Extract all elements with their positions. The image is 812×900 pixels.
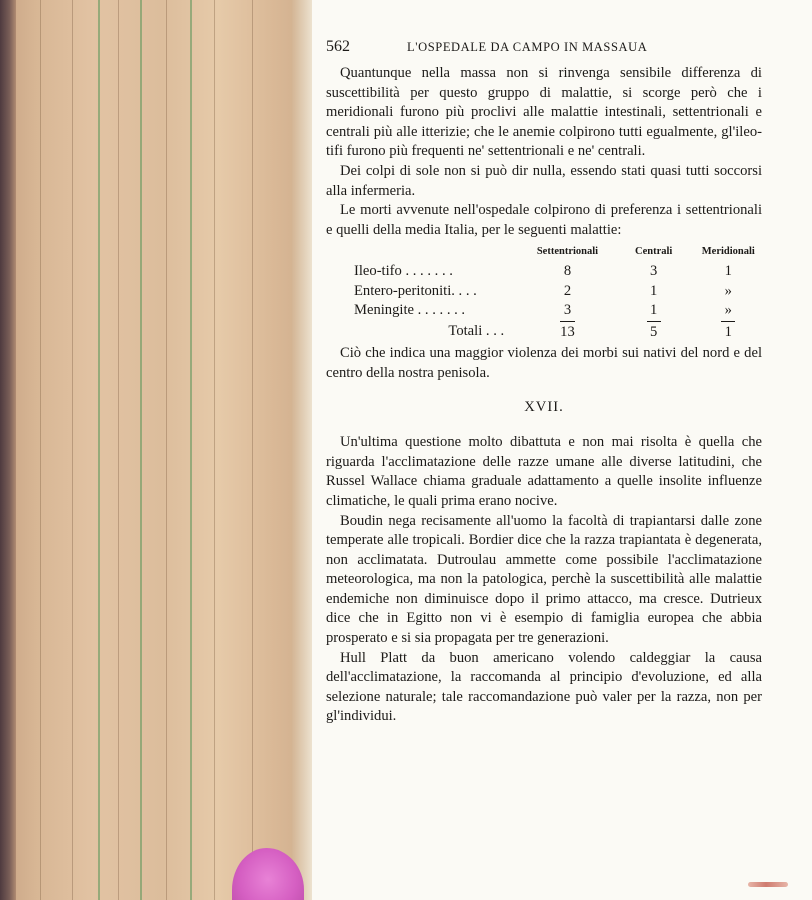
page-number: 562 — [326, 38, 350, 55]
running-head: L'OSPEDALE DA CAMPO IN MASSAUA — [407, 40, 648, 54]
table-cell: 1 — [650, 302, 658, 319]
section-heading: XVII. — [524, 398, 564, 415]
paragraph: Dei colpi di sole non si può dir nulla, essendo stati quasi tutti soccorsi alla infermeria. — [326, 162, 762, 199]
page-edge-line — [214, 0, 215, 900]
page-edge-line — [166, 0, 167, 900]
row-label: Ileo-tifo . . . . . . . — [354, 263, 453, 280]
paragraph: Ciò che indica una maggior violenza dei morbi sui nativi del nord e del centro della nostra penisola. — [326, 345, 762, 381]
table-cell: 8 — [563, 263, 572, 280]
paragraph: Boudin nega recisamente all'uomo la facoltà di trapiantarsi dalle zone temperate alle tropicali. Bordier dice che la razza trapiantata è degenerata, non acclimatata. Dutroulau ammette come possibile l'acclimatazione meteorologica, ma non la patologica, perchè la suscettibilità alle malattie endemiche non diminuisce dopo il primo attacco, ma cresce. Dutrieux dice che in Egitto non vi è esempio di famiglia europea che abbia prosperato e si sia propagata per tre generazioni. — [326, 512, 762, 647]
page-text — [326, 64, 762, 727]
total-cell — [695, 321, 762, 343]
table-row — [354, 301, 762, 321]
total-value: 13 — [560, 321, 575, 343]
table-header-row — [354, 246, 762, 262]
total-cell — [613, 321, 695, 343]
page-edge-line — [118, 0, 119, 900]
row-label: Meningite . . . . . . . — [354, 302, 466, 319]
total-cell — [522, 321, 613, 343]
total-value: 5 — [647, 321, 661, 343]
paragraph: Un'ultima questione molto dibattuta e non mai risolta è quella che riguarda l'acclimatazione delle razze umane alle diverse latitudini, che Russel Wallace chiama graduale adattamento a quelle insolite influenze climatiche, le quali prima erano nocive. — [326, 434, 762, 509]
table-header-blank — [354, 246, 522, 262]
table-row — [354, 262, 762, 282]
library-stamp-mark — [748, 882, 788, 887]
table-cell: 1 — [650, 282, 658, 299]
total-value: 1 — [721, 321, 735, 343]
table-cell: 2 — [563, 282, 572, 299]
table-cell: » — [724, 302, 732, 319]
mortality-table — [354, 246, 762, 342]
page-edge-green-line — [190, 0, 192, 900]
table-cell: 3 — [563, 302, 572, 319]
page-edge-line — [72, 0, 73, 900]
table-header: Meridionali — [701, 246, 755, 258]
page-fold-shade — [292, 0, 312, 900]
row-label: Entero-peritoniti. . . . — [354, 282, 477, 299]
page-edge-green-line — [140, 0, 142, 900]
table-total-row — [354, 321, 762, 343]
page-edge-line — [252, 0, 253, 900]
page-edge-green-line — [98, 0, 100, 900]
total-label: Totali . . . — [448, 322, 505, 339]
book-page-edges — [0, 0, 312, 900]
page-edge-line — [40, 0, 41, 900]
book-page — [312, 0, 812, 900]
table-header: Settentrionali — [536, 246, 599, 258]
paragraph: Quantunque nella massa non si rinvenga sensibile differenza di suscettibilità per questo gruppo di malattie, si scorge però che i meridionali furono più proclivi alle malattie intestinali, settentrionali e centrali più alle itterizie; che le anemie colpirono tutti egualmente, gl'ileo-tifi furono più frequenti ne' settentrionali e ne' centrali. — [326, 65, 762, 160]
table-cell: 1 — [724, 263, 732, 280]
paragraph: Hull Platt da buon americano volendo caldeggiar la causa dell'acclimatazione, la raccomanda al principio d'evoluzione, ed alla selezione naturale; tale raccomandazione può valer per la razza, non per gl'individui. — [326, 649, 762, 725]
book-spine-shadow — [0, 0, 16, 900]
paragraph: Le morti avvenute nell'ospedale colpirono di preferenza i settentrionali e quelli della media Italia, per le seguenti malattie: — [326, 202, 762, 238]
table-cell: 3 — [650, 263, 658, 280]
table-cell: » — [724, 282, 732, 299]
table-header: Centrali — [635, 246, 673, 258]
table-row — [354, 282, 762, 302]
